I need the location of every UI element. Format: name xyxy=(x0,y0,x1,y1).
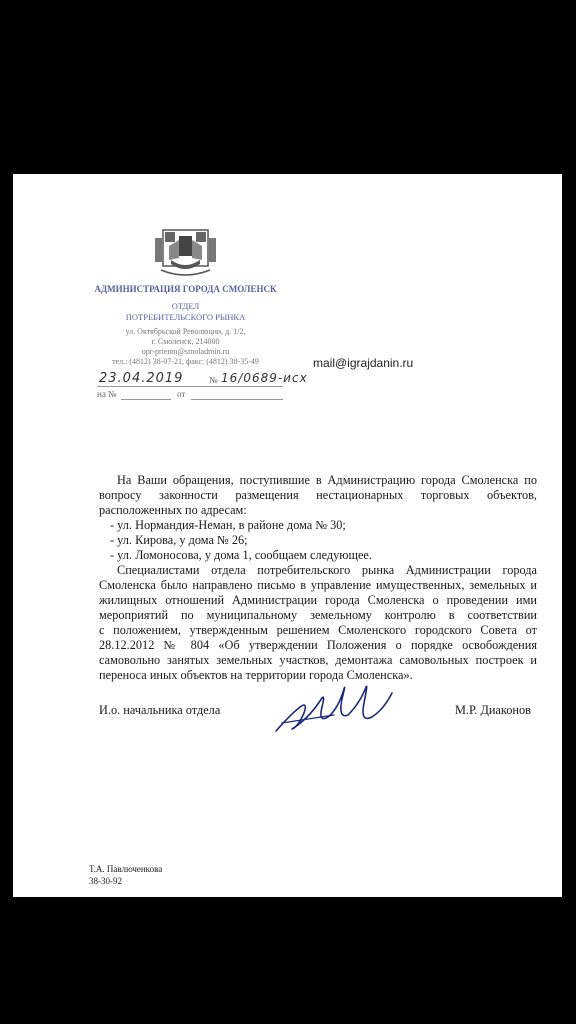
address-text-3: ул. Ломоносова, у дома 1, сообщаем следующее. xyxy=(117,548,372,562)
ref-label: на № xyxy=(97,389,117,399)
intro-line-2: вопросу законности размещения нестационарных торговых объектов, xyxy=(99,488,537,502)
para2-line-1: Специалистами отдела потребительского рынка Администрации города xyxy=(117,563,537,577)
signature-icon xyxy=(268,679,408,741)
dept-phones: тел.: (4812) 38-07-21, факс: (4812) 38-35-49 xyxy=(112,357,259,366)
org-name: АДМИНИСТРАЦИЯ ГОРОДА СМОЛЕНСК xyxy=(94,284,277,294)
date-rule xyxy=(97,386,283,387)
para2-line-8: переноса иных объектов на территории города Смоленска». xyxy=(99,668,413,682)
para2-line-2: Смоленска было направлено письмо в управление имущественных, земельных и xyxy=(99,578,537,592)
letter-date: 23.04.2019 xyxy=(99,371,184,386)
dept-line1: ОТДЕЛ xyxy=(171,301,200,311)
para2-line-4: мероприятий по муниципальному земельному контролю в соответствии xyxy=(99,608,537,622)
letter-page xyxy=(13,174,562,897)
dept-line2: ПОТРЕБИТЕЛЬСКОГО РЫНКА xyxy=(125,312,246,322)
address-text-2: ул. Кирова, у дома № 26; xyxy=(117,533,248,547)
address-item-1: - ул. Нормандия-Неман, в районе дома № 30; xyxy=(110,518,346,532)
number-mark: № xyxy=(209,375,218,385)
recipient-email: mail@igrajdanin.ru xyxy=(313,356,414,370)
executor-phone: 38-30-92 xyxy=(89,876,122,886)
dept-email: opr-priemn@smoladmin.ru xyxy=(141,347,230,356)
ref-from: от xyxy=(177,389,186,399)
executor-name: Т.А. Павлюченкова xyxy=(89,864,163,874)
para2-line-6: 28.12.2012 № 804 «Об утверждении Положения о порядке освобождения xyxy=(99,638,537,652)
ref-rule-1 xyxy=(121,399,171,400)
ref-rule-2 xyxy=(191,399,283,400)
para2-line-7: самовольно занятых земельных участков, демонтажа самовольных построек и xyxy=(99,653,537,667)
para2-line-3: жилищных отношений Администрации города Смоленска о проведении ими xyxy=(99,593,537,607)
address-item-3: - ул. Ломоносова, у дома 1, сообщаем следующее. xyxy=(110,548,372,562)
intro-line-3: расположенных по адресам: xyxy=(99,503,247,517)
address-line1: ул. Октябрьской Революции, д. 1/2, xyxy=(125,327,246,336)
address-item-2: - ул. Кирова, у дома № 26; xyxy=(110,533,248,547)
address-text-1: ул. Нормандия-Неман, в районе дома № 30; xyxy=(117,518,346,532)
intro-line-1: На Ваши обращения, поступившие в Администрацию города Смоленска по xyxy=(117,473,537,487)
signer-name: М.Р. Диаконов xyxy=(455,703,531,717)
coat-of-arms-icon xyxy=(153,226,218,280)
signer-position: И.о. начальника отдела xyxy=(99,703,221,717)
address-line2: г. Смоленск, 214000 xyxy=(151,337,220,346)
letter-number: 16/0689-исх xyxy=(221,371,308,385)
para2-line-5: с положением, утвержденным решением Смоленского городского Совета от xyxy=(99,623,537,637)
